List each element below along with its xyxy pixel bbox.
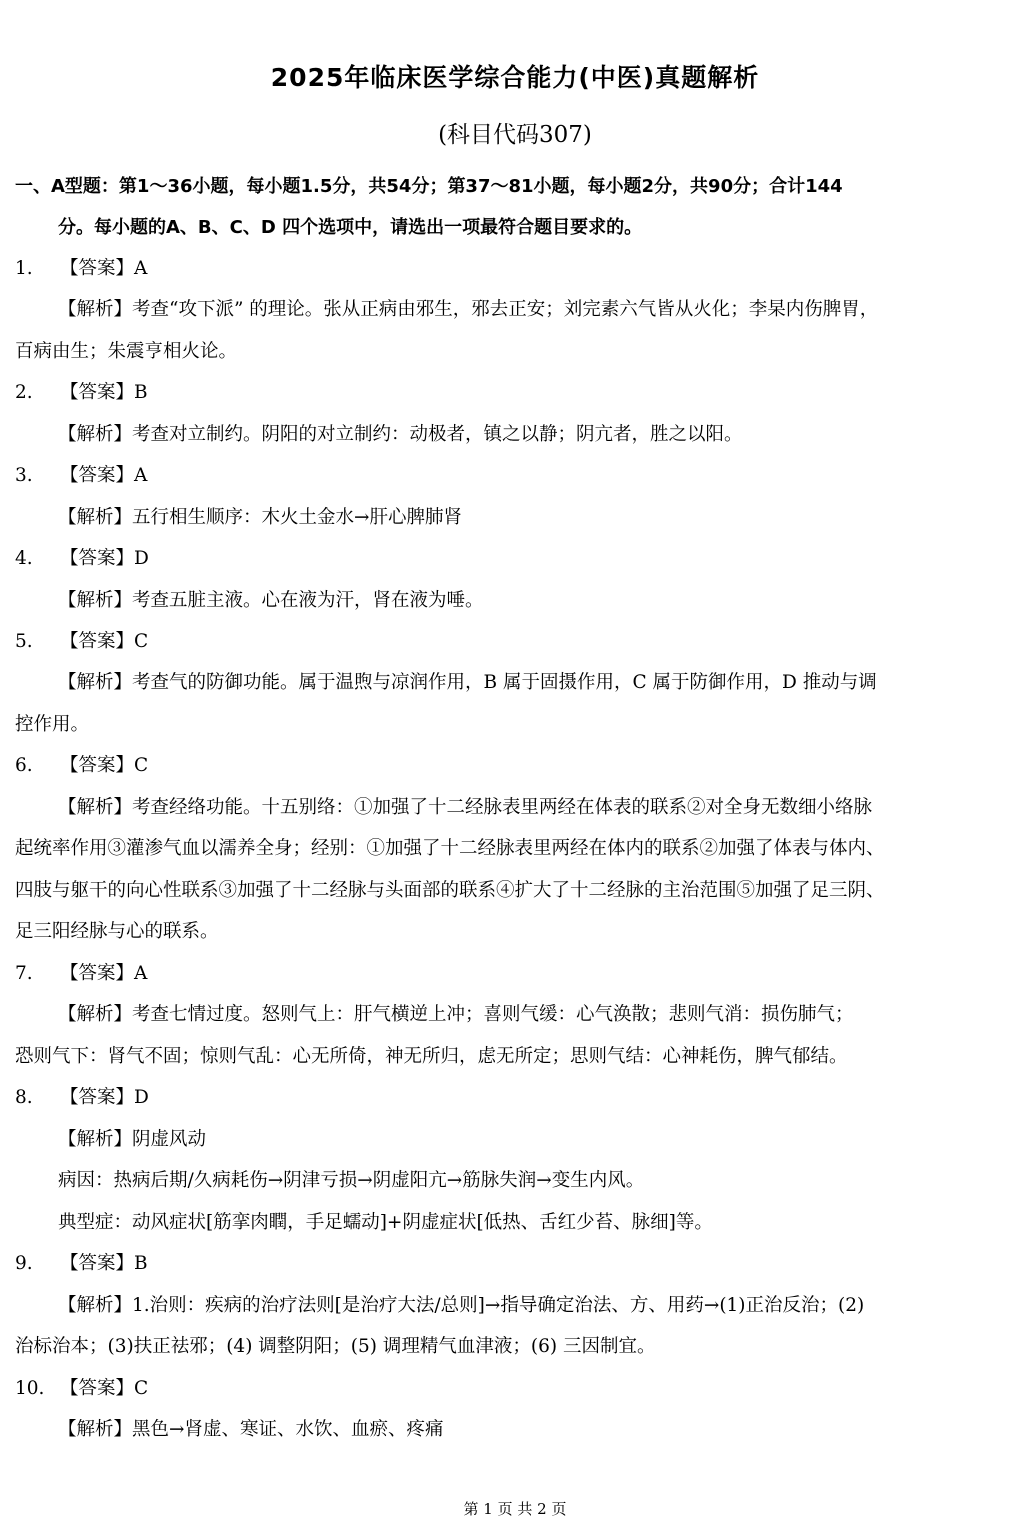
question-answer-5 <box>15 627 1015 653</box>
question-number: 9. <box>15 1253 33 1274</box>
question-answer-10 <box>15 1374 1015 1400</box>
question-number: 4. <box>15 548 33 569</box>
page-footer: 第 1 页 共 2 页 <box>463 1500 567 1518</box>
explanation-line: 病因：热病后期/久病耗伤→阴津亏损→阴虚阳亢→筋脉失润→变生内风。 <box>58 1170 645 1191</box>
question-number: 6. <box>15 755 33 776</box>
explanation-line: 典型症：动风症状[筋挛肉瞤，手足蠕动]+阴虚症状[低热、舌红少苔、脉细]等。 <box>58 1212 713 1233</box>
explanation-line: 四肢与躯干的向心性联系③加强了十二经脉与头面部的联系④扩大了十二经脉的主治范围⑤加强了足三阴、 <box>15 880 885 901</box>
question-number: 3. <box>15 465 33 486</box>
question-answer-8 <box>15 1083 1015 1109</box>
question-number: 1. <box>15 258 33 279</box>
question-number: 5. <box>15 631 33 652</box>
question-answer-1 <box>15 254 1015 280</box>
explanation-line: 足三阳经脉与心的联系。 <box>15 921 219 942</box>
section-heading <box>15 166 1015 248</box>
explanation-line: 【解析】阴虚风动 <box>58 1129 207 1150</box>
explanation-line: 控作用。 <box>15 714 90 735</box>
answer-text: 【答案】A <box>60 465 148 486</box>
explanation-line: 恐则气下：肾气不固；惊则气乱：心无所倚，神无所归，虑无所定；思则气结：心神耗伤，脾气郁结。 <box>15 1046 848 1067</box>
question-answer-7 <box>15 959 1015 985</box>
explanation-line: 【解析】1.治则：疾病的治疗法则[是治疗大法/总则]→指导确定治法、方、用药→(1)正治反治；(2) <box>58 1295 865 1316</box>
explanation-line: 【解析】考查五脏主液。心在液为汗，肾在液为唾。 <box>58 590 484 611</box>
subject-code: (科目代码307) <box>438 122 592 148</box>
answer-text: 【答案】A <box>60 963 148 984</box>
question-number: 8. <box>15 1087 33 1108</box>
answer-text: 【答案】D <box>60 1087 149 1108</box>
answer-text: 【答案】C <box>60 1378 149 1399</box>
answer-text: 【答案】B <box>60 1253 148 1274</box>
answer-text: 【答案】A <box>60 258 148 279</box>
question-answer-3 <box>15 461 1015 487</box>
explanation-line: 【解析】考查“攻下派” 的理论。张从正病由邪生，邪去正安；刘完素六气皆从火化；李杲内伤脾胃， <box>58 299 879 320</box>
explanation-line: 治标治本；(3)扶正祛邪；(4) 调整阴阳；(5) 调理精气血津液；(6) 三因制宜。 <box>15 1336 656 1357</box>
explanation-line: 【解析】考查对立制约。阴阳的对立制约：动极者，镇之以静；阴亢者，胜之以阳。 <box>58 424 743 445</box>
question-answer-2 <box>15 378 1015 404</box>
question-answer-4 <box>15 544 1015 570</box>
question-number: 10. <box>15 1378 45 1399</box>
explanation-line: 【解析】五行相生顺序：木火土金水→肝心脾肺肾 <box>58 507 463 528</box>
question-answer-6 <box>15 751 1015 777</box>
explanation-line: 【解析】考查经络功能。十五别络：①加强了十二经脉表里两经在体表的联系②对全身无数细小络脉 <box>58 797 873 818</box>
explanation-line: 【解析】考查气的防御功能。属于温煦与凉润作用，B 属于固摄作用，C 属于防御作用，D 推动与调 <box>58 672 877 693</box>
explanation-line: 起统率作用③灌渗气血以濡养全身；经别：①加强了十二经脉表里两经在体内的联系②加强了体表与体内、 <box>15 838 885 859</box>
section-heading-line-2: 分。每小题的A、B、C、D 四个选项中，请选出一项最符合题目要求的。 <box>58 217 643 238</box>
answer-text: 【答案】D <box>60 548 149 569</box>
answer-text: 【答案】C <box>60 631 149 652</box>
answer-text: 【答案】B <box>60 382 148 403</box>
question-number: 2. <box>15 382 33 403</box>
page-title: 2025年临床医学综合能力(中医)真题解析 <box>270 63 760 92</box>
explanation-line: 百病由生；朱震亨相火论。 <box>15 341 238 362</box>
question-number: 7. <box>15 963 33 984</box>
question-answer-9 <box>15 1249 1015 1275</box>
explanation-line: 【解析】黑色→肾虚、寒证、水饮、血瘀、疼痛 <box>58 1419 444 1440</box>
answer-text: 【答案】C <box>60 755 149 776</box>
explanation-line: 【解析】考查七情过度。怒则气上：肝气横逆上冲；喜则气缓：心气涣散；悲则气消：损伤肺气； <box>58 1004 854 1025</box>
section-heading-line-1: 一、A型题：第1～36小题，每小题1.5分，共54分；第37～81小题，每小题2分，共90分；合计144 <box>15 176 843 197</box>
